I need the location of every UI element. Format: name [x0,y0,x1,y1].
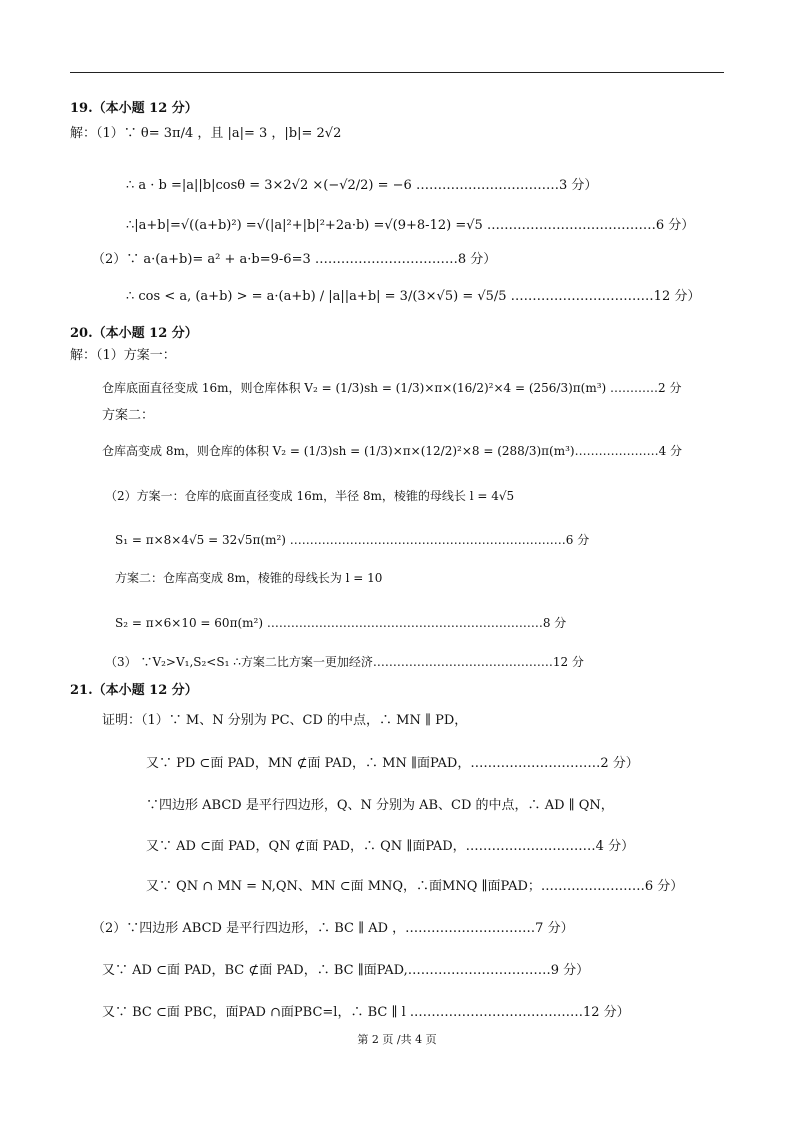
q19-line-3: ∴|a+b|=√((a+b)²) =√(|a|²+|b|²+2a·b) =√(9+8-12) =√5 …………………………………6 分） [126,218,695,233]
q20-line-8: S₂ = π×6×10 = 60π(m²) ……………………………………………………………8 分 [115,616,567,630]
q19-line-5: ∴ cos < a, (a+b) > = a·(a+b) / |a||a+b| = 3/(3×√5) = √5/5 ……………………………12 分） [126,289,701,304]
q19-line-1: 解：（1）∵ θ= 3π/4 ，且 |a|= 3 ，|b|= 2√2 [70,126,342,141]
q20-line-2: 仓库底面直径变成 16m，则仓库体积 V₂ = (1/3)sh = (1/3)×π×(16/2)²×4 = (256/3)π(m³) …………2 分 [102,381,682,395]
q20-line-9: （3） ∵V₂>V₁,S₂<S₁ ∴方案二比方案一更加经济………………………………………12 分 [105,655,584,669]
q19-title: 19.（本小题 12 分） [70,101,198,116]
q21-line-8: 又∵ BC ⊂面 PBC，面PAD ∩面PBC=l，∴ BC ∥ l .…………………………………12 分） [102,1005,630,1020]
q21-title: 21.（本小题 12 分） [70,683,198,698]
q21-line-7: 又∵ AD ⊂面 PAD，BC ⊄面 PAD，∴ BC ∥面PAD,……………………………9 分） [102,963,590,978]
q19-line-4: （2）∵ a·(a+b)= a² + a·b=9-6=3 ……………………………8 分） [92,252,497,267]
q21-line-3: ∵四边形 ABCD 是平行四边形，Q、N 分别为 AB、CD 的中点，∴ AD ∥ QN， [146,798,614,813]
q19-line-2: ∴ a · b =|a||b|cosθ = 3×2√2 ×(−√2/2) = −6 ……………………………3 分） [126,178,598,193]
q20-line-5: （2）方案一：仓库的底面直径变成 16m，半径 8m，棱锥的母线长 l = 4√5 [105,489,515,503]
q20-line-6: S₁ = π×8×4√5 = 32√5π(m²) ……………………………………………………………6 分 [115,533,590,547]
q20-line-4: 仓库高变成 8m，则仓库的体积 V₂ = (1/3)sh = (1/3)×π×(12/2)²×8 = (288/3)π(m³)…………………4 分 [102,444,683,458]
header-rule [70,72,724,73]
q21-line-5: 又∵ QN ∩ MN = N,QN、MN ⊂面 MNQ，∴面MNQ ∥面PAD；……………………6 分） [146,879,684,894]
q20-line-1: 解：（1）方案一： [70,348,176,363]
q21-line-4: 又∵ AD ⊂面 PAD，QN ⊄面 PAD，∴ QN ∥面PAD，…………………………4 分） [146,839,635,854]
page-footer: 第 2 页 /共 4 页 [357,1033,437,1046]
q21-line-2: 又∵ PD ⊂面 PAD，MN ⊄面 PAD，∴ MN ∥面PAD，…………………………2 分） [146,756,639,771]
q21-line-1: 证明：（1）∵ M、N 分别为 PC、CD 的中点，∴ MN ∥ PD， [102,713,468,728]
q20-line-7: 方案二：仓库高变成 8m，棱锥的母线长为 l = 10 [115,571,383,585]
q21-line-6: （2）∵四边形 ABCD 是平行四边形，∴ BC ∥ AD ，…………………………7 分） [92,921,574,936]
q20-line-3: 方案二： [102,408,155,423]
q20-title: 20.（本小题 12 分） [70,326,198,341]
